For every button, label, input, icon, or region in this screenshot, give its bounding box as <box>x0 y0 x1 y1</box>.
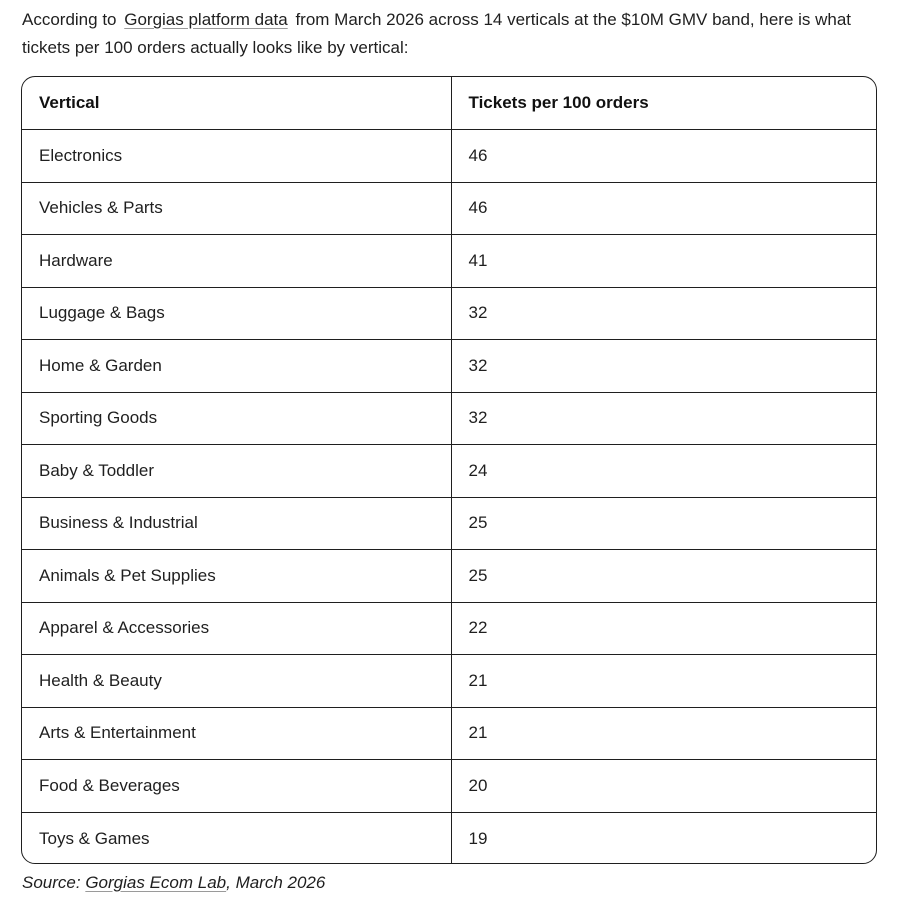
source-prefix: Source: <box>22 873 81 892</box>
table-row <box>22 287 876 340</box>
vertical-cell: Sporting Goods <box>22 392 451 445</box>
header-tickets: Tickets per 100 orders <box>451 77 876 130</box>
tickets-cell: 19 <box>468 828 488 848</box>
vertical-cell: Arts & Entertainment <box>22 707 451 760</box>
table-row <box>22 445 876 498</box>
tickets-cell: 20 <box>451 760 876 813</box>
tickets-cell: 32 <box>451 392 876 445</box>
table-row <box>22 392 876 445</box>
table-header-row <box>22 77 876 130</box>
gorgias-platform-data-link[interactable]: Gorgias platform data <box>124 10 288 29</box>
table-row <box>22 707 876 760</box>
header-vertical: Vertical <box>22 77 451 130</box>
table-row <box>22 497 876 550</box>
vertical-cell: Apparel & Accessories <box>22 602 451 655</box>
vertical-cell: Vehicles & Parts <box>22 182 451 235</box>
vertical-cell: Hardware <box>22 235 451 288</box>
vertical-cell: Baby & Toddler <box>22 445 451 498</box>
table-row <box>22 130 876 183</box>
tickets-cell: 24 <box>451 445 876 498</box>
tickets-cell: 21 <box>451 655 876 708</box>
vertical-cell: Food & Beverages <box>22 760 451 813</box>
table-row <box>22 602 876 655</box>
vertical-cell: Home & Garden <box>22 340 451 393</box>
vertical-cell: Animals & Pet Supplies <box>22 550 451 603</box>
vertical-cell: Business & Industrial <box>22 497 451 550</box>
tickets-cell: 46 <box>451 130 876 183</box>
tickets-cell: 22 <box>451 602 876 655</box>
vertical-cell: Toys & Games <box>22 812 451 864</box>
table-row <box>22 655 876 708</box>
tickets-cell: 32 <box>451 287 876 340</box>
tickets-cell: 25 <box>451 550 876 603</box>
tickets-table <box>22 77 876 864</box>
source-suffix: , March 2026 <box>226 873 326 892</box>
table-row <box>22 550 876 603</box>
tickets-cell: 46 <box>451 182 876 235</box>
tickets-cell: 21 <box>451 707 876 760</box>
gorgias-ecom-lab-link[interactable]: Gorgias Ecom Lab <box>85 873 227 892</box>
intro-suffix: from March 2026 across 14 verticals at the $10M GMV band, here is what tickets per 100 orders actually looks like by vertical: <box>22 10 852 57</box>
intro-prefix: According to <box>22 10 117 29</box>
table-row <box>22 760 876 813</box>
tickets-cell: 41 <box>451 235 876 288</box>
table-row <box>22 340 876 393</box>
table-row <box>22 235 876 288</box>
table-row <box>22 182 876 235</box>
vertical-cell: Health & Beauty <box>22 655 451 708</box>
vertical-cell: Luggage & Bags <box>22 287 451 340</box>
tickets-table-container <box>21 76 877 864</box>
source-caption <box>22 873 325 893</box>
vertical-cell: Electronics <box>22 130 451 183</box>
table-row <box>22 812 876 864</box>
intro-paragraph <box>22 6 882 62</box>
tickets-cell: 32 <box>451 340 876 393</box>
tickets-cell: 25 <box>451 497 876 550</box>
